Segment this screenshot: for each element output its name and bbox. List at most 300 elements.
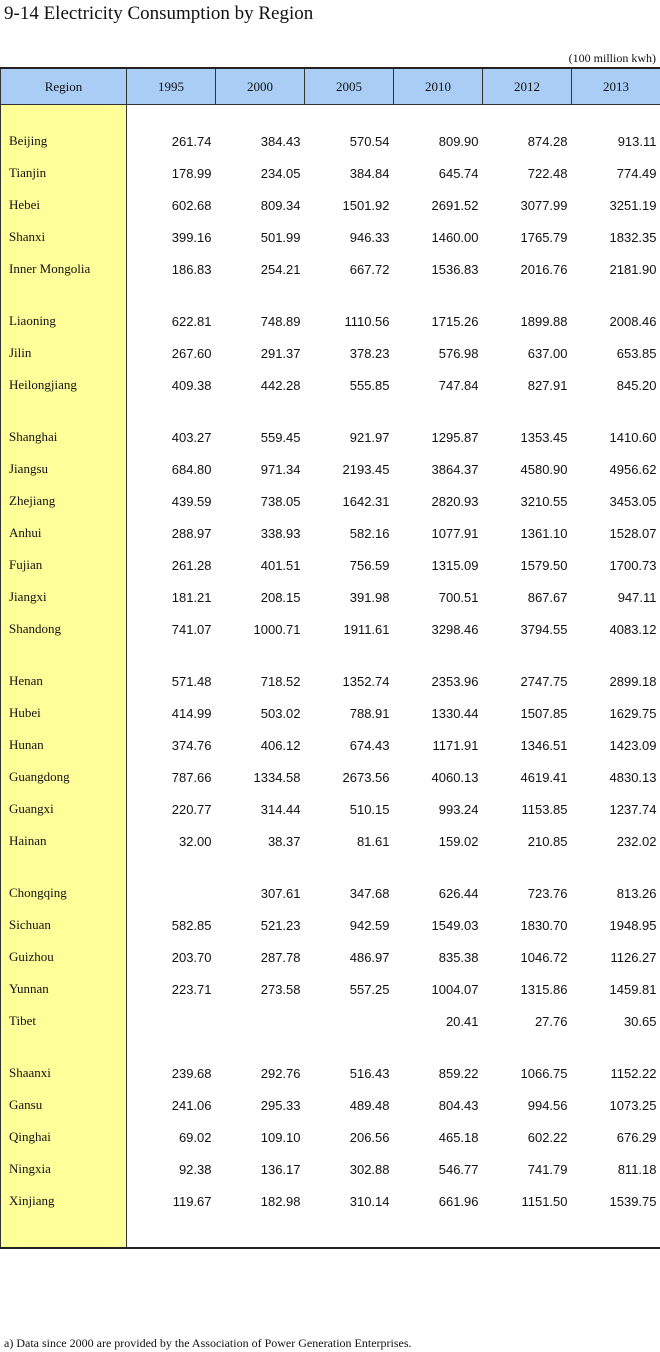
- value-cell: 622.81: [171, 313, 212, 329]
- value-cell: 489.48: [349, 1097, 390, 1113]
- value-cell: 582.16: [349, 525, 390, 541]
- value-cell: 465.18: [438, 1129, 479, 1145]
- spacer-cell: [394, 1037, 483, 1057]
- value-cell: 1948.95: [609, 917, 657, 933]
- value-cell: 1077.91: [431, 525, 479, 541]
- value-cell: 439.59: [171, 493, 212, 509]
- spacer-cell: [1, 285, 127, 305]
- table-row: [1, 517, 660, 549]
- value-cell: 1899.88: [520, 313, 568, 329]
- value-cell: 314.44: [260, 801, 301, 817]
- value-cell: 1579.50: [520, 557, 568, 573]
- value-cell: 1830.70: [520, 917, 568, 933]
- value-cell: 292.76: [260, 1065, 301, 1081]
- spacer-cell: [572, 1037, 660, 1057]
- spacer-cell: [216, 857, 305, 877]
- value-cell: 374.76: [171, 737, 212, 753]
- value-cell: 136.17: [260, 1161, 301, 1177]
- value-cell: 92.38: [178, 1161, 212, 1177]
- table-row: [1, 453, 660, 485]
- table-row: [1, 337, 660, 369]
- value-cell: 555.85: [349, 377, 390, 393]
- value-cell: 667.72: [349, 261, 390, 277]
- spacer-cell: [483, 105, 572, 126]
- header-year: 2000: [216, 68, 305, 105]
- value-cell: 741.79: [527, 1161, 568, 1177]
- value-cell: 501.99: [260, 229, 301, 245]
- value-cell: 684.80: [171, 461, 212, 477]
- value-cell: 676.29: [616, 1129, 657, 1145]
- unit-label: (100 million kwh): [568, 51, 656, 65]
- value-cell: 993.24: [438, 801, 479, 817]
- table-body: [1, 105, 660, 1249]
- table-row: [1, 253, 660, 285]
- value-cell: 510.15: [349, 801, 390, 817]
- table-row: [1, 877, 660, 909]
- table-row: [1, 581, 660, 613]
- value-cell: 804.43: [438, 1097, 479, 1113]
- table-row: [1, 793, 660, 825]
- table-row: [1, 825, 660, 857]
- value-cell: 788.91: [349, 705, 390, 721]
- region-cell: Hubei: [1, 697, 127, 729]
- value-cell: 38.37: [267, 833, 301, 849]
- value-cell: 1066.75: [520, 1065, 568, 1081]
- region-cell: Guangdong: [1, 761, 127, 793]
- table-row: [1, 761, 660, 793]
- value-cell: 1000.71: [253, 621, 301, 637]
- value-cell: 1629.75: [609, 705, 657, 721]
- spacer-cell: [483, 645, 572, 665]
- value-cell: 486.97: [349, 949, 390, 965]
- region-cell: Jiangsu: [1, 453, 127, 485]
- value-cell: 442.28: [260, 377, 301, 393]
- spacer-cell: [127, 1217, 216, 1248]
- spacer-cell: [127, 1037, 216, 1057]
- value-cell: 516.43: [349, 1065, 390, 1081]
- spacer-row: [1, 857, 660, 877]
- region-cell: Shanxi: [1, 221, 127, 253]
- value-cell: 3453.05: [609, 493, 657, 509]
- spacer-cell: [394, 401, 483, 421]
- value-cell: 181.21: [171, 589, 212, 605]
- value-cell: 208.15: [260, 589, 301, 605]
- value-cell: 867.67: [527, 589, 568, 605]
- value-cell: 220.77: [171, 801, 212, 817]
- value-cell: 391.98: [349, 589, 390, 605]
- value-cell: 223.71: [171, 981, 212, 997]
- value-cell: 738.05: [260, 493, 301, 509]
- value-cell: 653.85: [616, 345, 657, 361]
- value-cell: 30.65: [623, 1013, 657, 1029]
- table-row: [1, 189, 660, 221]
- value-cell: 582.85: [171, 917, 212, 933]
- value-cell: 302.88: [349, 1161, 390, 1177]
- value-cell: 3251.19: [609, 197, 657, 213]
- value-cell: 827.91: [527, 377, 568, 393]
- table-row: [1, 125, 660, 157]
- table-row: [1, 1185, 660, 1217]
- value-cell: 2820.93: [431, 493, 479, 509]
- spacer-row: [1, 645, 660, 665]
- value-cell: 1715.26: [431, 313, 479, 329]
- value-cell: 1315.09: [431, 557, 479, 573]
- value-cell: 2899.18: [609, 673, 657, 689]
- value-cell: 1507.85: [520, 705, 568, 721]
- spacer-cell: [483, 1217, 572, 1248]
- spacer-cell: [572, 1217, 660, 1248]
- value-cell: 2353.96: [431, 673, 479, 689]
- header-year: 2005: [305, 68, 394, 105]
- value-cell: 254.21: [260, 261, 301, 277]
- value-cell: 182.98: [260, 1193, 301, 1209]
- header-year: 2010: [394, 68, 483, 105]
- region-cell: Xinjiang: [1, 1185, 127, 1217]
- value-cell: 203.70: [171, 949, 212, 965]
- spacer-cell: [1, 105, 127, 126]
- value-cell: 809.90: [438, 133, 479, 149]
- table-row: [1, 369, 660, 401]
- value-cell: 1353.45: [520, 429, 568, 445]
- table-row: [1, 485, 660, 517]
- value-cell: 787.66: [171, 769, 212, 785]
- value-cell: 399.16: [171, 229, 212, 245]
- value-cell: 756.59: [349, 557, 390, 573]
- value-cell: 1237.74: [609, 801, 657, 817]
- value-cell: 239.68: [171, 1065, 212, 1081]
- value-cell: 748.89: [260, 313, 301, 329]
- value-cell: 4580.90: [520, 461, 568, 477]
- table-row: [1, 1057, 660, 1089]
- region-cell: Shaanxi: [1, 1057, 127, 1089]
- value-cell: 602.68: [171, 197, 212, 213]
- value-cell: [305, 1005, 394, 1037]
- table-row: [1, 221, 660, 253]
- table-row: [1, 1005, 660, 1037]
- value-cell: 722.48: [527, 165, 568, 181]
- value-cell: 674.43: [349, 737, 390, 753]
- value-cell: 307.61: [260, 885, 301, 901]
- value-cell: 384.43: [260, 133, 301, 149]
- value-cell: 637.00: [527, 345, 568, 361]
- value-cell: [127, 877, 216, 909]
- value-cell: 546.77: [438, 1161, 479, 1177]
- value-cell: 774.49: [616, 165, 657, 181]
- spacer-cell: [572, 105, 660, 126]
- value-cell: 1004.07: [431, 981, 479, 997]
- value-cell: 571.48: [171, 673, 212, 689]
- value-cell: 1911.61: [343, 621, 390, 637]
- value-cell: 700.51: [438, 589, 479, 605]
- table-row: [1, 941, 660, 973]
- value-cell: 1765.79: [520, 229, 568, 245]
- value-cell: [216, 1005, 305, 1037]
- table-row: [1, 1121, 660, 1153]
- value-cell: 2181.90: [609, 261, 657, 277]
- table-row: [1, 909, 660, 941]
- spacer-cell: [483, 285, 572, 305]
- value-cell: 234.05: [260, 165, 301, 181]
- value-cell: 576.98: [438, 345, 479, 361]
- value-cell: 1549.03: [431, 917, 479, 933]
- value-cell: 4619.41: [520, 769, 568, 785]
- spacer-cell: [305, 105, 394, 126]
- value-cell: 661.96: [438, 1193, 479, 1209]
- value-cell: 3210.55: [520, 493, 568, 509]
- value-cell: 3298.46: [431, 621, 479, 637]
- value-cell: 942.59: [349, 917, 390, 933]
- spacer-cell: [572, 645, 660, 665]
- header-year: 1995: [127, 68, 216, 105]
- value-cell: 718.52: [260, 673, 301, 689]
- value-cell: 1151.50: [521, 1193, 568, 1209]
- value-cell: 291.37: [260, 345, 301, 361]
- region-cell: Qinghai: [1, 1121, 127, 1153]
- region-cell: Jilin: [1, 337, 127, 369]
- value-cell: 32.00: [178, 833, 212, 849]
- value-cell: 809.34: [260, 197, 301, 213]
- header-year: 2013: [572, 68, 660, 105]
- value-cell: 403.27: [171, 429, 212, 445]
- value-cell: 288.97: [171, 525, 212, 541]
- spacer-cell: [572, 401, 660, 421]
- value-cell: 1171.91: [432, 737, 479, 753]
- region-cell: Chongqing: [1, 877, 127, 909]
- value-cell: 874.28: [527, 133, 568, 149]
- value-cell: 2747.75: [520, 673, 568, 689]
- value-cell: 1361.10: [520, 525, 568, 541]
- value-cell: 210.85: [527, 833, 568, 849]
- value-cell: 741.07: [171, 621, 212, 637]
- spacer-cell: [127, 401, 216, 421]
- value-cell: 1539.75: [609, 1193, 657, 1209]
- value-cell: 1459.81: [609, 981, 657, 997]
- spacer-cell: [216, 645, 305, 665]
- value-cell: 1410.60: [609, 429, 657, 445]
- value-cell: 406.12: [260, 737, 301, 753]
- table-row: [1, 421, 660, 453]
- table-row: [1, 305, 660, 337]
- value-cell: 1110.56: [344, 313, 390, 329]
- value-cell: 1073.25: [609, 1097, 657, 1113]
- spacer-cell: [483, 857, 572, 877]
- value-cell: 813.26: [616, 885, 657, 901]
- value-cell: 241.06: [171, 1097, 212, 1113]
- value-cell: 1352.74: [342, 673, 390, 689]
- table-row: [1, 729, 660, 761]
- spacer-cell: [394, 1217, 483, 1248]
- spacer-cell: [483, 401, 572, 421]
- region-cell: Heilongjiang: [1, 369, 127, 401]
- value-cell: 557.25: [349, 981, 390, 997]
- header-row: [1, 68, 660, 105]
- value-cell: 1126.27: [610, 949, 657, 965]
- spacer-cell: [305, 857, 394, 877]
- value-cell: 1334.58: [253, 769, 301, 785]
- value-cell: 3077.99: [520, 197, 568, 213]
- value-cell: 1295.87: [431, 429, 479, 445]
- spacer-cell: [572, 285, 660, 305]
- region-cell: Anhui: [1, 517, 127, 549]
- spacer-cell: [127, 285, 216, 305]
- value-cell: 378.23: [349, 345, 390, 361]
- page-title: 9-14 Electricity Consumption by Region: [4, 3, 314, 24]
- value-cell: 3864.37: [431, 461, 479, 477]
- value-cell: 994.56: [527, 1097, 568, 1113]
- value-cell: 119.67: [172, 1193, 212, 1209]
- value-cell: 69.02: [178, 1129, 212, 1145]
- region-cell: Zhejiang: [1, 485, 127, 517]
- value-cell: 109.10: [260, 1129, 301, 1145]
- header-year: 2012: [483, 68, 572, 105]
- spacer-cell: [1, 645, 127, 665]
- spacer-cell: [483, 1037, 572, 1057]
- spacer-cell: [305, 1217, 394, 1248]
- value-cell: 267.60: [171, 345, 212, 361]
- value-cell: 1046.72: [520, 949, 568, 965]
- value-cell: 2016.76: [520, 261, 568, 277]
- region-cell: Tibet: [1, 1005, 127, 1037]
- value-cell: 2193.45: [342, 461, 390, 477]
- value-cell: 521.23: [260, 917, 301, 933]
- value-cell: 602.22: [527, 1129, 568, 1145]
- value-cell: 559.45: [260, 429, 301, 445]
- value-cell: 310.14: [349, 1193, 390, 1209]
- spacer-cell: [572, 857, 660, 877]
- region-cell: Shanghai: [1, 421, 127, 453]
- value-cell: 1642.31: [342, 493, 390, 509]
- value-cell: 178.99: [171, 165, 212, 181]
- value-cell: 913.11: [617, 133, 657, 149]
- spacer-cell: [394, 285, 483, 305]
- value-cell: 503.02: [260, 705, 301, 721]
- region-cell: Liaoning: [1, 305, 127, 337]
- spacer-cell: [1, 857, 127, 877]
- spacer-cell: [305, 645, 394, 665]
- value-cell: 747.84: [438, 377, 479, 393]
- value-cell: 946.33: [349, 229, 390, 245]
- value-cell: 811.18: [617, 1161, 657, 1177]
- spacer-cell: [394, 105, 483, 126]
- electricity-table: [0, 67, 660, 1249]
- value-cell: 414.99: [171, 705, 212, 721]
- spacer-cell: [216, 1217, 305, 1248]
- footnote: a) Data since 2000 are provided by the Association of Power Generation Enterprises.: [4, 1336, 412, 1350]
- value-cell: 1460.00: [431, 229, 479, 245]
- table-row: [1, 1153, 660, 1185]
- spacer-cell: [1, 401, 127, 421]
- table-row: [1, 549, 660, 581]
- value-cell: 971.34: [260, 461, 301, 477]
- region-cell: Yunnan: [1, 973, 127, 1005]
- value-cell: 835.38: [438, 949, 479, 965]
- value-cell: 723.76: [527, 885, 568, 901]
- spacer-row: [1, 1217, 660, 1248]
- value-cell: 384.84: [349, 165, 390, 181]
- region-cell: Inner Mongolia: [1, 253, 127, 285]
- region-cell: Ningxia: [1, 1153, 127, 1185]
- spacer-cell: [216, 285, 305, 305]
- spacer-cell: [305, 285, 394, 305]
- value-cell: 845.20: [616, 377, 657, 393]
- table-row: [1, 665, 660, 697]
- value-cell: 1346.51: [520, 737, 568, 753]
- value-cell: 626.44: [438, 885, 479, 901]
- value-cell: 338.93: [260, 525, 301, 541]
- spacer-cell: [216, 401, 305, 421]
- value-cell: 186.83: [171, 261, 212, 277]
- region-cell: Shandong: [1, 613, 127, 645]
- value-cell: 2008.46: [609, 313, 657, 329]
- region-cell: Fujian: [1, 549, 127, 581]
- table-row: [1, 613, 660, 645]
- value-cell: 206.56: [349, 1129, 390, 1145]
- value-cell: 287.78: [260, 949, 301, 965]
- value-cell: [127, 1005, 216, 1037]
- region-cell: Sichuan: [1, 909, 127, 941]
- region-cell: Gansu: [1, 1089, 127, 1121]
- spacer-row: [1, 105, 660, 126]
- spacer-cell: [216, 1037, 305, 1057]
- region-cell: Guizhou: [1, 941, 127, 973]
- spacer-cell: [305, 401, 394, 421]
- value-cell: 1315.86: [520, 981, 568, 997]
- value-cell: 4060.13: [431, 769, 479, 785]
- table-row: [1, 157, 660, 189]
- table-row: [1, 1089, 660, 1121]
- spacer-cell: [127, 857, 216, 877]
- value-cell: 1330.44: [431, 705, 479, 721]
- value-cell: 1423.09: [609, 737, 657, 753]
- value-cell: 1832.35: [609, 229, 657, 245]
- value-cell: 2691.52: [431, 197, 479, 213]
- value-cell: 295.33: [260, 1097, 301, 1113]
- value-cell: 4083.12: [609, 621, 657, 637]
- value-cell: 261.28: [171, 557, 212, 573]
- value-cell: 645.74: [438, 165, 479, 181]
- value-cell: 859.22: [438, 1065, 479, 1081]
- value-cell: 570.54: [349, 133, 390, 149]
- value-cell: 1152.22: [610, 1065, 657, 1081]
- value-cell: 347.68: [349, 885, 390, 901]
- value-cell: 232.02: [616, 833, 657, 849]
- spacer-cell: [1, 1217, 127, 1248]
- value-cell: 261.74: [171, 133, 212, 149]
- header-region: Region: [1, 68, 127, 105]
- spacer-cell: [1, 1037, 127, 1057]
- value-cell: 1536.83: [431, 261, 479, 277]
- value-cell: 4956.62: [609, 461, 657, 477]
- spacer-cell: [216, 105, 305, 126]
- region-cell: Beijing: [1, 125, 127, 157]
- region-cell: Guangxi: [1, 793, 127, 825]
- value-cell: 3794.55: [520, 621, 568, 637]
- spacer-cell: [394, 857, 483, 877]
- spacer-row: [1, 285, 660, 305]
- spacer-row: [1, 401, 660, 421]
- region-cell: Hebei: [1, 189, 127, 221]
- region-cell: Henan: [1, 665, 127, 697]
- value-cell: 409.38: [171, 377, 212, 393]
- region-cell: Jiangxi: [1, 581, 127, 613]
- spacer-cell: [394, 645, 483, 665]
- region-cell: Hunan: [1, 729, 127, 761]
- value-cell: 947.11: [617, 589, 657, 605]
- region-cell: Hainan: [1, 825, 127, 857]
- value-cell: 20.41: [445, 1013, 479, 1029]
- value-cell: 27.76: [534, 1013, 568, 1029]
- spacer-row: [1, 1037, 660, 1057]
